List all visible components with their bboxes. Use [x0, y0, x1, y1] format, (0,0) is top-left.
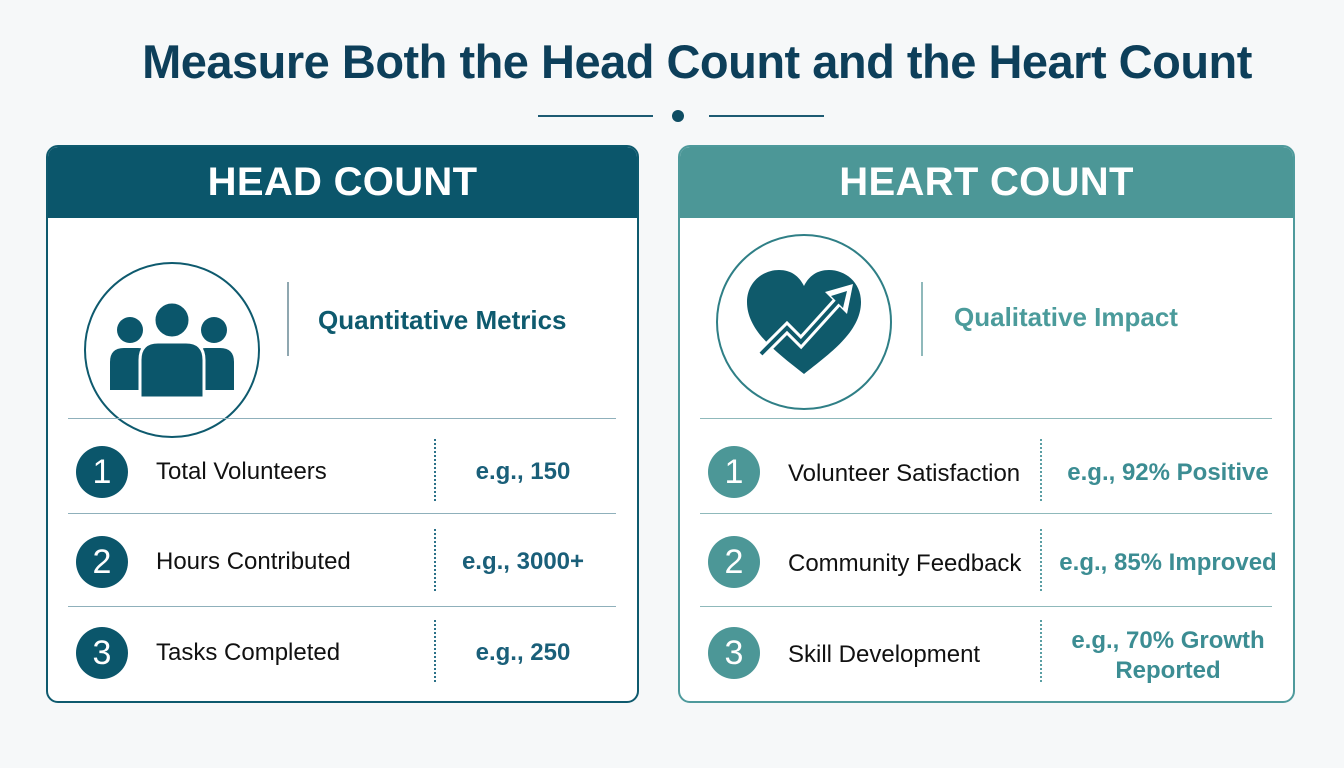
head-count-header: HEAD COUNT	[48, 147, 637, 218]
heart-metric-row	[680, 519, 1293, 609]
heart-metric-row	[680, 610, 1293, 700]
metric-value: e.g., 150	[475, 458, 571, 485]
subtitle-separator	[921, 282, 923, 356]
step-number: 3	[708, 627, 760, 679]
title-divider	[538, 108, 824, 124]
metric-value: e.g., 3000+	[461, 548, 585, 575]
metric-label: Skill Development	[788, 641, 981, 668]
head-metric-row	[48, 610, 637, 700]
head-metric-row	[48, 519, 637, 609]
dotted-separator	[434, 529, 436, 591]
step-number: 2	[76, 536, 128, 588]
group-people-icon	[84, 262, 260, 438]
row-divider	[700, 606, 1272, 607]
metric-value: e.g., 92% Positive	[1067, 459, 1269, 486]
metric-label: Total Volunteers	[156, 458, 327, 485]
metric-value: e.g., 85% Improved	[1059, 549, 1277, 576]
row-divider	[68, 513, 616, 514]
page-title: Measure Both the Head Count and the Heart Count	[142, 35, 1252, 88]
row-divider	[68, 606, 616, 607]
dotted-separator	[1040, 439, 1042, 501]
head-count-card	[46, 145, 639, 703]
heart-metric-row	[680, 429, 1293, 519]
metric-value: e.g., 70% Growth Reported	[1071, 627, 1265, 684]
heart-growth-arrow-icon	[716, 234, 892, 410]
heart-count-subtitle: Qualitative Impact	[954, 302, 1178, 332]
metric-label: Tasks Completed	[156, 639, 341, 666]
section-divider	[700, 418, 1272, 419]
dotted-separator	[1040, 620, 1042, 682]
heart-count-header: HEART COUNT	[680, 147, 1293, 218]
metric-label: Volunteer Satisfaction	[788, 460, 1021, 487]
head-count-subtitle: Quantitative Metrics	[318, 305, 567, 335]
step-number: 1	[708, 446, 760, 498]
metric-label: Hours Contributed	[156, 548, 351, 575]
step-number: 1	[76, 446, 128, 498]
head-metric-row	[48, 429, 637, 519]
dotted-separator	[434, 620, 436, 682]
metric-value: e.g., 250	[475, 639, 571, 666]
dotted-separator	[434, 439, 436, 501]
metric-label: Community Feedback	[788, 550, 1022, 577]
step-number: 2	[708, 536, 760, 588]
row-divider	[700, 513, 1272, 514]
subtitle-separator	[287, 282, 289, 356]
section-divider	[68, 418, 616, 419]
dotted-separator	[1040, 529, 1042, 591]
heart-count-card	[678, 145, 1295, 703]
step-number: 3	[76, 627, 128, 679]
